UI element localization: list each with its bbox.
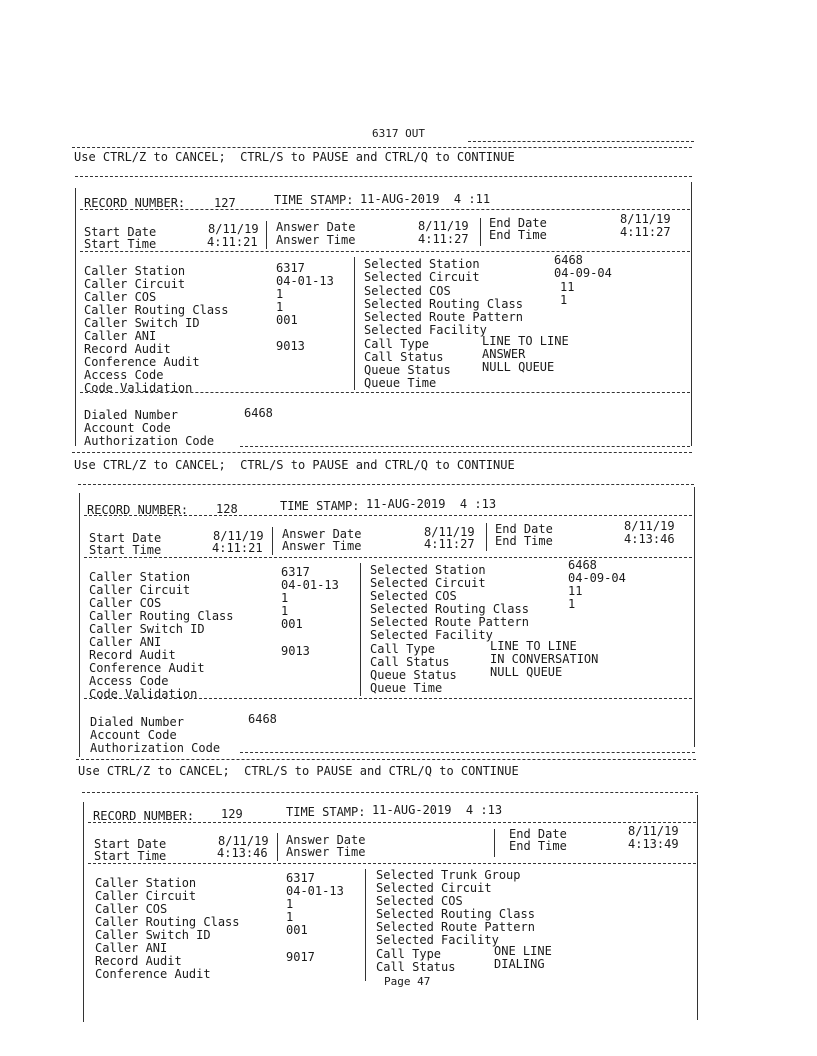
access-code-label: Access Code [89, 674, 169, 688]
start-date: 8/11/19 [208, 222, 259, 236]
start-date: 8/11/19 [213, 529, 264, 543]
divider [240, 752, 695, 753]
call-type-label: Call Type [376, 947, 442, 961]
selected-route-pattern-label: Selected Route Pattern [364, 310, 523, 324]
divider [80, 209, 690, 210]
page-number: Page 47 [384, 975, 431, 988]
selected-cos-label: Selected COS [376, 894, 463, 908]
caller-switch-id-label: Caller Switch ID [89, 622, 205, 636]
call-type-label: Call Type [370, 642, 436, 656]
caller-ani-label: Caller ANI [84, 329, 157, 343]
call-type-label: Call Type [364, 337, 430, 351]
frame-right [691, 182, 692, 446]
divider [277, 833, 278, 861]
authorization-code-label: Authorization Code [84, 434, 215, 448]
caller-cos: 1 [281, 591, 289, 605]
divider [72, 147, 692, 148]
start-date-label: Start Date [84, 225, 157, 239]
conference-audit-label: Conference Audit [89, 661, 205, 675]
caller-station-label: Caller Station [89, 570, 191, 584]
selected-circuit: 04-09-04 [568, 571, 626, 585]
selected-cos-label: Selected COS [370, 589, 457, 603]
caller-cos-label: Caller COS [89, 596, 162, 610]
start-time: 4:11:21 [207, 235, 258, 249]
dialed-number: 6468 [244, 406, 273, 420]
caller-circuit-label: Caller Circuit [84, 277, 186, 291]
record-number: 129 [221, 807, 243, 821]
end-date-label: End Date [509, 827, 567, 841]
divider [84, 698, 692, 699]
selected-route-pattern-label: Selected Route Pattern [376, 920, 535, 934]
caller-cos-label: Caller COS [95, 902, 168, 916]
answer-date-label: Answer Date [276, 220, 356, 234]
call-type: LINE TO LINE [482, 334, 569, 348]
call-status-label: Call Status [376, 960, 456, 974]
caller-switch-id: 001 [276, 313, 298, 327]
answer-date-label: Answer Date [282, 527, 362, 541]
page-title: 6317 OUT [372, 127, 425, 140]
queue-status-label: Queue Status [370, 668, 457, 682]
record-audit: 9013 [276, 339, 305, 353]
caller-circuit: 04-01-13 [276, 274, 334, 288]
queue-status: NULL QUEUE [482, 360, 555, 374]
caller-switch-id-label: Caller Switch ID [95, 928, 211, 942]
call-status-label: Call Status [364, 350, 444, 364]
start-date-label: Start Date [94, 837, 167, 851]
selected-cos: 11 [560, 280, 575, 294]
conference-audit-label: Conference Audit [84, 355, 200, 369]
end-date-label: End Date [489, 216, 547, 230]
caller-station-label: Caller Station [84, 264, 186, 278]
call-status: ANSWER [482, 347, 526, 361]
divider [84, 557, 692, 558]
selected-circuit-label: Selected Circuit [370, 576, 486, 590]
record-audit: 9017 [286, 950, 315, 964]
caller-station: 6317 [281, 565, 310, 579]
selected-circuit: 04-09-04 [554, 266, 612, 280]
divider [88, 863, 696, 864]
frame-left [79, 493, 80, 757]
divider [266, 221, 267, 249]
end-date-label: End Date [495, 522, 553, 536]
divider [80, 251, 690, 252]
caller-routing-class: 1 [286, 910, 294, 924]
caller-switch-id: 001 [281, 617, 303, 631]
caller-routing-class: 1 [276, 300, 284, 314]
divider [80, 392, 690, 393]
answer-time-label: Answer Time [282, 539, 362, 553]
time-stamp: 11-AUG-2019 4 :11 [360, 192, 491, 206]
queue-status-label: Queue Status [364, 363, 451, 377]
dialed-number: 6468 [248, 712, 277, 726]
divider [468, 141, 694, 142]
end-time-label: End Time [489, 228, 547, 242]
dialed-number-label: Dialed Number [84, 408, 178, 422]
selected-routing-class: 1 [568, 597, 576, 611]
divider [480, 218, 481, 246]
caller-station: 6317 [276, 261, 305, 275]
time-stamp-label: TIME STAMP: [286, 805, 366, 819]
caller-cos-label: Caller COS [84, 290, 157, 304]
caller-routing-class-label: Caller Routing Class [95, 915, 240, 929]
caller-station: 6317 [286, 871, 315, 885]
selected-trunk-group-label: Selected Trunk Group [376, 868, 521, 882]
record-number: 127 [214, 196, 236, 210]
time-stamp-label: TIME STAMP: [274, 193, 354, 207]
start-time-label: Start Time [84, 237, 157, 251]
caller-circuit: 04-01-13 [286, 884, 344, 898]
answer-time-label: Answer Time [286, 845, 366, 859]
frame-left [83, 802, 84, 1022]
record-audit: 9013 [281, 644, 310, 658]
selected-station: 6468 [568, 558, 597, 572]
selected-facility-label: Selected Facility [364, 323, 487, 337]
call-type: ONE LINE [494, 944, 552, 958]
selected-cos: 11 [568, 584, 583, 598]
divider [486, 523, 487, 551]
selected-cos-label: Selected COS [364, 284, 451, 298]
authorization-code-label: Authorization Code [90, 741, 221, 755]
answer-date: 8/11/19 [418, 219, 469, 233]
end-time-label: End Time [509, 839, 567, 853]
caller-circuit-label: Caller Circuit [89, 583, 191, 597]
record-number: 128 [216, 502, 238, 516]
divider [84, 515, 692, 516]
caller-switch-id: 001 [286, 923, 308, 937]
divider [88, 822, 696, 823]
selected-station-label: Selected Station [370, 563, 486, 577]
record-audit-label: Record Audit [84, 342, 171, 356]
record-number-label: RECORD NUMBER: [93, 809, 195, 823]
queue-time-label: Queue Time [364, 376, 437, 390]
caller-ani-label: Caller ANI [95, 941, 168, 955]
time-stamp: 11-AUG-2019 4 :13 [372, 803, 503, 817]
answer-time: 4:11:27 [418, 232, 469, 246]
instruction-text: Use CTRL/Z to CANCEL; CTRL/S to PAUSE and CTRL/Q to CONTINUE [78, 764, 519, 778]
instruction-text: Use CTRL/Z to CANCEL; CTRL/S to PAUSE and CTRL/Q to CONTINUE [74, 150, 515, 164]
caller-ani-label: Caller ANI [89, 635, 162, 649]
divider [72, 452, 692, 453]
conference-audit-label: Conference Audit [95, 967, 211, 981]
divider [354, 257, 355, 390]
queue-time-label: Queue Time [370, 681, 443, 695]
account-code-label: Account Code [90, 728, 177, 742]
call-status: IN CONVERSATION [490, 652, 599, 666]
divider [272, 527, 273, 555]
selected-route-pattern-label: Selected Route Pattern [370, 615, 529, 629]
frame-left [75, 188, 76, 446]
call-status-label: Call Status [370, 655, 450, 669]
start-time-label: Start Time [94, 849, 167, 863]
caller-cos: 1 [276, 287, 284, 301]
divider [76, 759, 696, 760]
selected-facility-label: Selected Facility [376, 933, 499, 947]
start-time-label: Start Time [89, 543, 162, 557]
end-time: 4:13:46 [624, 532, 675, 546]
end-time: 4:13:49 [628, 837, 679, 851]
end-time: 4:11:27 [620, 225, 671, 239]
start-time: 4:13:46 [217, 846, 268, 860]
selected-routing-class-label: Selected Routing Class [376, 907, 535, 921]
call-type: LINE TO LINE [490, 639, 577, 653]
selected-facility-label: Selected Facility [370, 628, 493, 642]
time-stamp: 11-AUG-2019 4 :13 [366, 497, 497, 511]
call-status: DIALING [494, 957, 545, 971]
caller-circuit: 04-01-13 [281, 578, 339, 592]
caller-station-label: Caller Station [95, 876, 197, 890]
frame-right [697, 795, 698, 1020]
frame-right [694, 487, 695, 747]
end-date: 8/11/19 [620, 212, 671, 226]
selected-station: 6468 [554, 253, 583, 267]
caller-switch-id-label: Caller Switch ID [84, 316, 200, 330]
selected-circuit-label: Selected Circuit [364, 270, 480, 284]
access-code-label: Access Code [84, 368, 164, 382]
start-date-label: Start Date [89, 531, 162, 545]
start-time: 4:11:21 [212, 541, 263, 555]
end-time-label: End Time [495, 534, 553, 548]
record-number-label: RECORD NUMBER: [84, 196, 186, 210]
divider [75, 176, 692, 177]
answer-time: 4:11:27 [424, 537, 475, 551]
end-date: 8/11/19 [628, 824, 679, 838]
selected-station-label: Selected Station [364, 257, 480, 271]
divider [82, 792, 698, 793]
divider [494, 829, 495, 857]
caller-circuit-label: Caller Circuit [95, 889, 197, 903]
record-number-label: RECORD NUMBER: [87, 503, 189, 517]
queue-status: NULL QUEUE [490, 665, 563, 679]
caller-routing-class-label: Caller Routing Class [89, 609, 234, 623]
code-validation-label: Code Validation [84, 381, 193, 395]
divider [78, 484, 694, 485]
selected-routing-class: 1 [560, 293, 568, 307]
answer-date-label: Answer Date [286, 833, 366, 847]
answer-time-label: Answer Time [276, 233, 356, 247]
record-audit-label: Record Audit [89, 648, 176, 662]
divider [240, 446, 690, 447]
start-date: 8/11/19 [218, 834, 269, 848]
divider [365, 869, 366, 981]
caller-routing-class: 1 [281, 604, 289, 618]
time-stamp-label: TIME STAMP: [280, 499, 360, 513]
selected-routing-class-label: Selected Routing Class [364, 297, 523, 311]
record-audit-label: Record Audit [95, 954, 182, 968]
divider [360, 563, 361, 696]
selected-routing-class-label: Selected Routing Class [370, 602, 529, 616]
end-date: 8/11/19 [624, 519, 675, 533]
caller-routing-class-label: Caller Routing Class [84, 303, 229, 317]
answer-date: 8/11/19 [424, 525, 475, 539]
dialed-number-label: Dialed Number [90, 715, 184, 729]
account-code-label: Account Code [84, 421, 171, 435]
caller-cos: 1 [286, 897, 294, 911]
selected-circuit-label: Selected Circuit [376, 881, 492, 895]
code-validation-label: Code Validation [89, 687, 198, 701]
instruction-text: Use CTRL/Z to CANCEL; CTRL/S to PAUSE and CTRL/Q to CONTINUE [74, 458, 515, 472]
